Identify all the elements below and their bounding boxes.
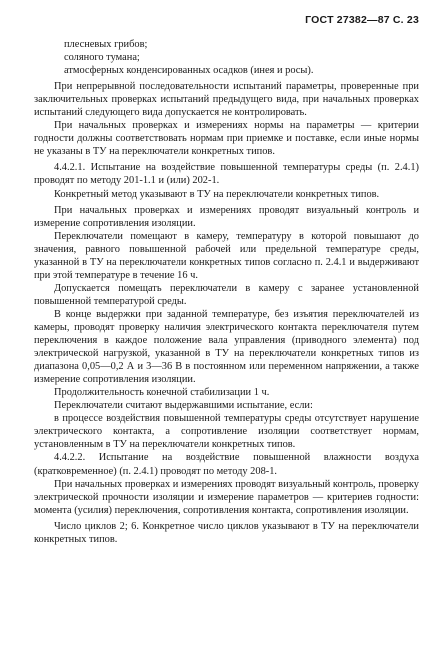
list-item: плесневых грибов; bbox=[64, 39, 148, 50]
paragraph: Переключатели помещают в камеру, температуру в которой повышают до значения, равного повышенной рабочей или предельной температуре среды, указанной в ТУ на переключатели конкретных типов согласно п. 2.4.1 и выдерживают при этой температуре в течение 16 ч. bbox=[34, 230, 419, 281]
paragraph: Допускается помещать переключатели в камеру с заранее установленной повышенной температурой среды. bbox=[34, 282, 419, 307]
paragraph: При начальных проверках и измерениях нормы на параметры — критерии годности должны соответствовать нормам при приемке и поставке, если иные нормы не указаны в ТУ на переключатели конкретных типов. bbox=[34, 120, 419, 158]
document-body bbox=[34, 38, 419, 549]
paragraph: При непрерывной последовательности испытаний параметры, проверенные при заключительных проверках испытаний предыдущего вида, при начальных проверках испытаний следующего вида допускается не контролировать. bbox=[34, 81, 419, 119]
list-item: атмосферных конденсированных осадков (инея и росы). bbox=[64, 65, 314, 77]
paragraph: 4.4.2.2. Испытание на воздействие повышенной влажности воздуха (кратковременное) (п. 2.4.1) проводят по методу 208-1. bbox=[34, 452, 419, 477]
paragraph: Число циклов 2; 6. Конкретное число циклов указывают в ТУ на переключатели конкретных типов. bbox=[34, 520, 419, 545]
paragraph: Переключатели считают выдержавшими испытание, если: bbox=[54, 400, 313, 412]
paragraph: Конкретный метод указывают в ТУ на переключатели конкретных типов. bbox=[54, 188, 380, 200]
section-heading-4-4-2-1: 4.4.2.1. Испытание на воздействие повышенной температуры среды (п. 2.4.1) проводят по методу 201-1.1 и (или) 202-1. bbox=[34, 162, 419, 187]
list-item: соляного тумана; bbox=[64, 52, 140, 64]
page-header: ГОСТ 27382—87 С. 23 bbox=[305, 14, 419, 26]
paragraph: Продолжительность конечной стабилизации 1 ч. bbox=[54, 387, 270, 399]
paragraph: При начальных проверках и измерениях проводят визуальный контроль и измерение сопротивления изоляции. bbox=[34, 204, 419, 229]
paragraph: В конце выдержки при заданной температуре, без изъятия переключателей из камеры, проводят проверку наличия электрического контакта переключателя путем переключения в каждое положение вала управления (приводного элемента) под электрической нагрузкой, указанной в ТУ на переключатели конкретных типов из диапазона 0,05—0,2 А и 3—36 В в постоянном или переменном напряжении, а также измерение сопротивления изоляции. bbox=[34, 308, 419, 386]
section-heading-4-4-2-2: При начальных проверках и измерениях проводят визуальный контроль, проверку электрической прочности изоляции и измерение параметров — критериев годности: момента (усилия) переключения, сопротивления контакта, сопротивления изоляции. bbox=[34, 478, 419, 516]
paragraph: в процессе воздействия повышенной температуры среды отсутствует нарушение электрического контакта, а сопротивление изоляции соответствует нормам, установленным в ТУ на переключатели конкретных типов. bbox=[34, 413, 419, 451]
